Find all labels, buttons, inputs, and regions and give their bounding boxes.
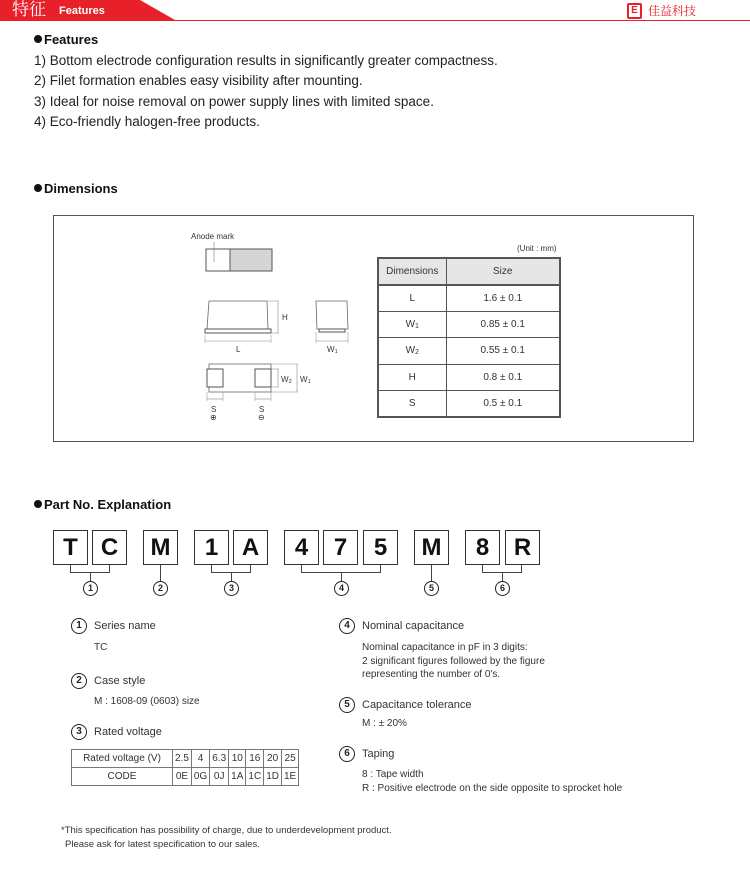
part-no-heading: Part No. Explanation — [34, 497, 171, 512]
part-char-box: M — [143, 530, 178, 565]
table-row: L 1.6 ± 0.1 — [378, 285, 560, 312]
features-list — [34, 51, 498, 132]
capacitance-tolerance-title: Capacitance tolerance — [362, 699, 472, 711]
part-char-box: R — [505, 530, 540, 565]
feature-item: 2) Filet formation enables easy visibility after mounting. — [34, 73, 363, 89]
case-style-title: Case style — [94, 675, 146, 687]
dimension-diagram — [182, 228, 352, 428]
part-char-box: 5 — [363, 530, 398, 565]
svg-text:L: L — [236, 345, 241, 354]
part-char-box: 8 — [465, 530, 500, 565]
disclaimer-note: *This specification has possibility of charge, due to underdevelopment product. Please ask for latest specification to our sales. — [61, 825, 392, 850]
group-number-6: 6 — [495, 581, 510, 596]
table-row: S 0.5 ± 0.1 — [378, 391, 560, 418]
svg-text:W1: W1 — [327, 345, 338, 355]
part-char-box: 7 — [323, 530, 358, 565]
minus-icon: ⊖ — [258, 413, 265, 422]
feature-item: 3) Ideal for noise removal on power supply lines with limited space. — [34, 93, 434, 109]
header-divider — [0, 20, 750, 21]
group-bracket — [70, 565, 110, 573]
part-char-box: C — [92, 530, 127, 565]
case-style-value: M : 1608-09 (0603) size — [94, 696, 200, 707]
group-number-2: 2 — [153, 581, 168, 596]
connector-line — [502, 573, 503, 581]
rated-voltage-table — [71, 749, 299, 786]
explanation-number-4: 4 — [339, 618, 355, 634]
part-char-box: 1 — [194, 530, 229, 565]
group-bracket — [482, 565, 522, 573]
bullet-icon — [34, 184, 42, 192]
explanation-number-6: 6 — [339, 746, 355, 762]
group-number-4: 4 — [334, 581, 349, 596]
dimensions-heading: Dimensions — [34, 181, 118, 196]
unit-label: (Unit : mm) — [517, 244, 557, 253]
explanation-number-5: 5 — [339, 697, 355, 713]
bullet-icon — [34, 35, 42, 43]
brand-logo-icon: E — [627, 3, 642, 19]
brand-name: 佳益科技 — [648, 4, 697, 18]
nominal-capacitance-title: Nominal capacitance — [362, 620, 465, 632]
col-header-dimensions: Dimensions — [378, 258, 446, 285]
connector-line — [90, 573, 91, 581]
plus-icon: ⊕ — [210, 413, 217, 422]
features-heading: Features — [34, 32, 98, 47]
connector-line — [231, 573, 232, 581]
series-name-value: TC — [94, 642, 108, 653]
table-row: CODE 0E 0G 0J 1A 1C 1D 1E — [72, 768, 299, 786]
taping-desc: 8 : Tape width R : Positive electrode on the side opposite to sprocket hole — [362, 769, 623, 794]
header-title-zh: 特征 — [12, 0, 46, 20]
part-char-box: M — [414, 530, 449, 565]
svg-text:W2: W2 — [281, 375, 292, 385]
group-number-5: 5 — [424, 581, 439, 596]
svg-text:H: H — [282, 313, 288, 322]
group-bracket — [301, 565, 381, 573]
explanation-number-1: 1 — [71, 618, 87, 634]
table-row: H 0.8 ± 0.1 — [378, 364, 560, 391]
feature-item: 4) Eco-friendly halogen-free products. — [34, 113, 260, 129]
connector-line — [160, 565, 161, 581]
group-number-3: 3 — [224, 581, 239, 596]
connector-line — [341, 573, 342, 581]
part-char-box: 4 — [284, 530, 319, 565]
part-char-box: T — [53, 530, 88, 565]
anode-mark-label: Anode mark — [191, 232, 235, 241]
table-row: $W_2$ 0.55 ± 0.1 — [378, 338, 560, 365]
header-bar — [0, 0, 750, 22]
feature-item: 1) Bottom electrode configuration results in significantly greater compactness. — [34, 53, 498, 68]
series-name-title: Series name — [94, 620, 156, 632]
part-char-box: A — [233, 530, 268, 565]
capacitance-tolerance-value: M : ± 20% — [362, 718, 407, 729]
s-label-left: S — [211, 405, 217, 414]
dimensions-panel — [53, 215, 694, 442]
svg-text:W1: W1 — [300, 375, 311, 385]
nominal-capacitance-desc: Nominal capacitance in pF in 3 digits: 2 significant figures followed by the figure representing the number of 0's. — [362, 642, 545, 680]
dimensions-table — [377, 257, 561, 418]
table-row: Rated voltage (V) 2.5 4 6.3 10 16 20 25 — [72, 750, 299, 768]
s-label-right: S — [259, 405, 265, 414]
header-title-en: Features — [59, 5, 105, 17]
brand — [627, 2, 696, 19]
col-header-size: Size — [446, 258, 560, 285]
explanation-number-2: 2 — [71, 673, 87, 689]
group-number-1: 1 — [83, 581, 98, 596]
rated-voltage-title: Rated voltage — [94, 726, 162, 738]
table-row: $W_1$ 0.85 ± 0.1 — [378, 311, 560, 338]
explanation-number-3: 3 — [71, 724, 87, 740]
taping-title: Taping — [362, 748, 395, 760]
group-bracket — [211, 565, 251, 573]
component-drawing-icon — [182, 228, 352, 428]
bullet-icon — [34, 500, 42, 508]
connector-line — [431, 565, 432, 581]
